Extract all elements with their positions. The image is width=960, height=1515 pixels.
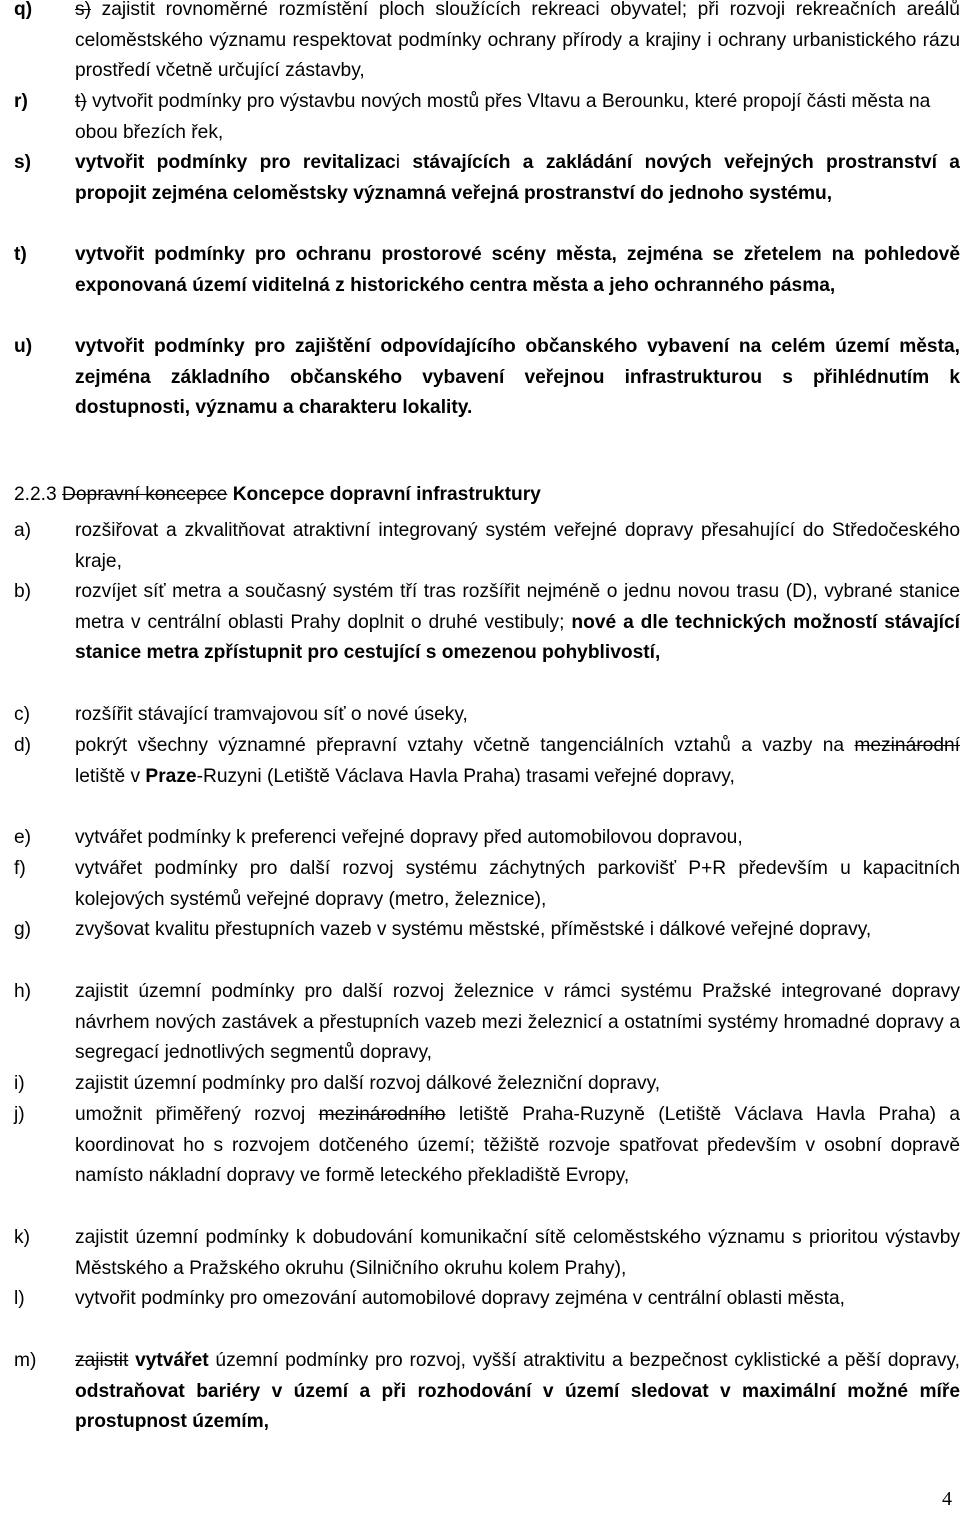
list-item-a [14,516,960,577]
item-text-bold-end: odstraňovat bariéry v území a při rozhodování v území sledovat v maximální možné míře prostupnost územím, [75,1380,960,1433]
struck-word: zajistit [75,1350,129,1371]
item-text: zajistit rovnoměrné rozmístění ploch sloužících rekreaci obyvatel; při rozvoji rekreačních areálů celoměstského významu respektovat podmínky ochrany přírody a krajiny i ochrany urbanistického rázu prostředí včetně určující zástavby, [75,0,960,82]
item-label: a) [14,520,32,541]
list-item-s [14,148,960,209]
item-label: l) [14,1288,25,1309]
list-item-h [14,977,960,1069]
item-text-bold: nové a dle technických možností stávající stanice metra zpřístupnit pro cestující s omezenou pohyblivostí, [75,611,960,664]
item-label: e) [14,827,32,848]
item-text: zajistit územní podmínky k dobudování komunikační sítě celoměstského významu s prioritou výstavby Městského a Pražského okruhu (Silničního okruhu kolem Prahy), [75,1227,960,1279]
item-text: rozšířit stávající tramvajovou síť o nové úseky, [75,704,468,725]
item-text-cont: letiště Praha-Ruzyně (Letiště Václava Havla Praha) a koordinovat ho s rozvojem dotčeného území; těžiště rozvoje spatřovat především v osobní dopravě namísto nákladní dopravy ve formě leteckého překladiště Evropy, [75,1104,960,1187]
struck-word: mezinárodního [318,1104,446,1125]
struck-label: s) [75,0,91,20]
item-label: j) [14,1104,25,1125]
list-item-r [14,87,960,148]
list-item-u [14,332,960,424]
item-text-bold: vytvářet [135,1350,209,1371]
list-item-k [14,1223,960,1284]
page-number: 4 [942,1488,952,1510]
list-item-l [14,1284,960,1315]
item-text: zajistit územní podmínky pro další rozvoj železnice v rámci systému Pražské integrované dopravy návrhem nových zastávek a přestupních vazeb mezi železnicí a ostatními systémy hromadné dopravy a segregací jednotlivých segmentů dopravy, [75,981,960,1064]
item-text: vytvořit podmínky pro zajištění odpovídajícího občanského vybavení na celém území města, zejména základního občanského vybavení veřejnou infrastrukturou s přihlédnutím k dostupnosti, významu a charakteru lokality. [75,336,960,419]
item-text: územní podmínky pro rozvoj, vyšší atraktivitu a bezpečnost cyklistické a pěší dopravy, [208,1350,960,1371]
struck-label: t) [75,91,87,112]
item-label: r) [14,91,28,112]
struck-old-title: Dopravní koncepce [62,484,228,505]
item-text: vytvořit podmínky pro výstavbu nových mostů přes Vltavu a Berounku, které propojí části města na obou březích řek, [75,91,931,143]
list-item-f [14,854,960,915]
item-text: rozšiřovat a zkvalitňovat atraktivní integrovaný systém veřejné dopravy přesahující do Středočeského kraje, [75,520,960,572]
list-item-g [14,915,960,946]
item-label: m) [14,1350,37,1371]
item-label: f) [14,858,26,879]
list-item-i [14,1069,960,1100]
item-label: i) [14,1073,25,1094]
section-heading [14,480,541,510]
item-text: zajistit územní podmínky pro další rozvoj dálkové železniční dopravy, [75,1073,661,1094]
item-label: g) [14,919,32,940]
struck-word: mezinárodní [854,735,960,756]
item-text-end: -Ruzyni (Letiště Václava Havla Praha) trasami veřejné dopravy, [196,765,735,787]
item-text: vytvářet podmínky pro další rozvoj systému záchytných parkovišť P+R především u kapacitních kolejových systémů veřejné dopravy (metro, železnice), [75,858,960,910]
list-item-c [14,700,960,731]
item-text: zvyšovat kvalitu přestupních vazeb v systému městské, příměstské i dálkové veřejné dopravy, [75,919,872,940]
item-label: c) [14,704,30,725]
item-label: t) [14,244,27,265]
list-item-e [14,823,960,854]
item-label: u) [14,336,33,357]
item-label: k) [14,1227,30,1248]
item-text: vytvořit podmínky pro revitalizac [75,152,396,173]
list-item-m [14,1346,960,1438]
item-text: vytvořit podmínky pro ochranu prostorové scény města, zejména se zřetelem na pohledově exponovaná území viditelná z historického centra města a jeho ochranného pásma, [75,244,960,296]
section-title: Koncepce dopravní infrastruktury [232,484,541,505]
section-number: 2.2.3 [14,484,57,505]
list-item-q [14,0,960,87]
item-label: h) [14,981,32,1002]
item-label: b) [14,581,32,602]
item-text-cont: letiště v [75,765,146,787]
item-label: q) [14,0,33,20]
item-text-cont: stávajících a zakládání nových veřejných prostranství a propojit zejména celoměstsky významná veřejná prostranství do jednoho systému, [75,152,960,204]
list-item-t [14,240,960,301]
item-text-plain: i [395,152,400,173]
item-text: pokrýt všechny významné přepravní vztahy včetně tangenciálních vztahů a vazby na [75,735,855,756]
list-item-j [14,1100,960,1192]
item-text: vytvářet podmínky k preferenci veřejné dopravy před automobilovou dopravou, [75,827,743,848]
item-label: d) [14,735,32,756]
item-text-bold: Praze [145,765,197,787]
item-label: s) [14,152,32,173]
list-item-d [14,731,960,792]
list-item-b [14,577,960,669]
item-text: umožnit přiměřený rozvoj [75,1104,319,1125]
item-text: rozvíjet síť metra a současný systém tří tras rozšířit nejméně o jednu novou trasu (D), vybrané stanice metra v centrální oblasti Prahy doplnit o druhé vestibuly; [75,581,960,633]
item-text: vytvořit podmínky pro omezování automobilové dopravy zejména v centrální oblasti města, [75,1288,846,1309]
